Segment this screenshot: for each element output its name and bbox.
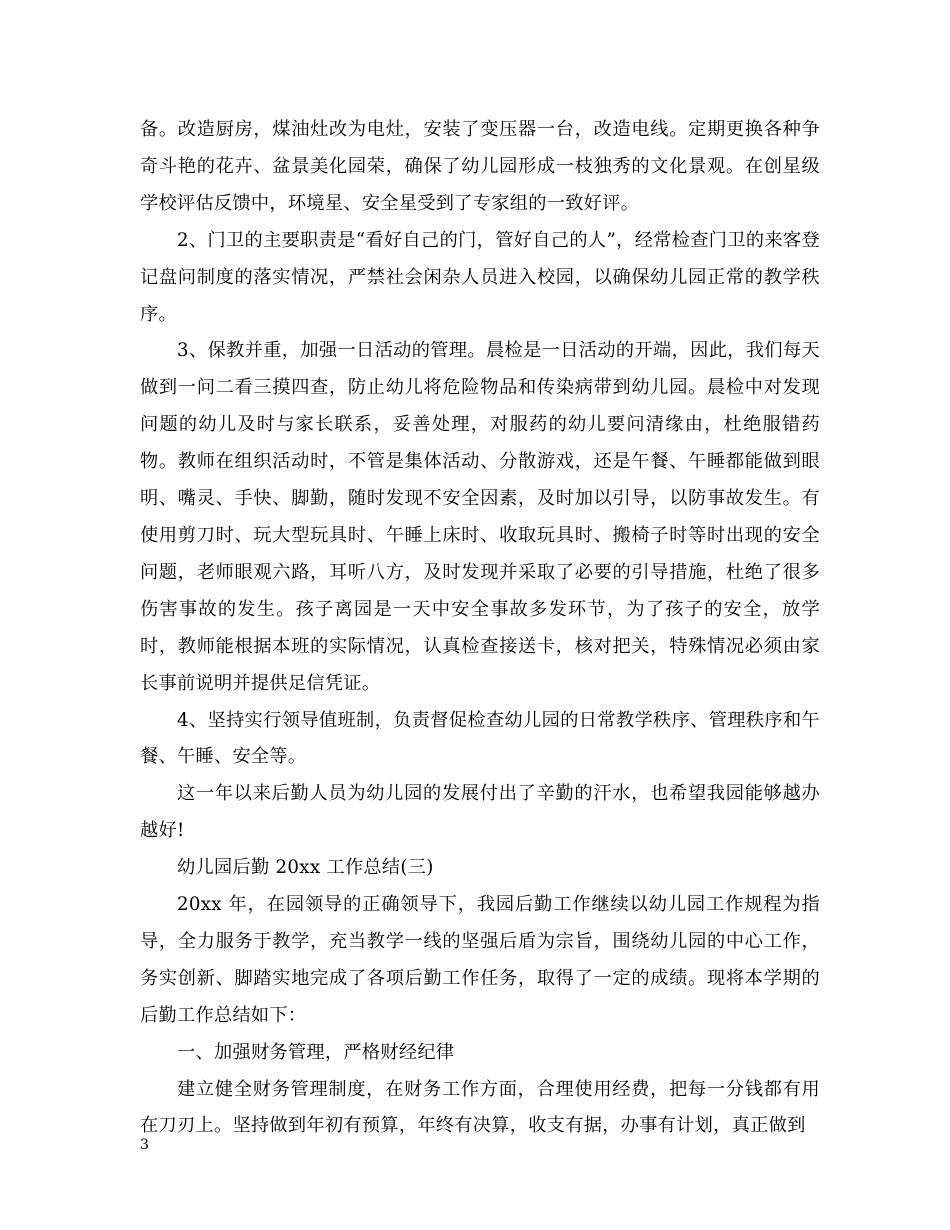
- section-title: 幼儿园后勤 20xx 工作总结(三): [177, 857, 434, 879]
- paragraph-gatekeeper-duties: 2、门卫的主要职责是“看好自己的门，管好自己的人”，经常检查门卫的来客登记盘问制度的落实情况，严禁社会闲杂人员进入校园，以确保幼儿园正常的教学秩序。: [140, 229, 820, 325]
- document-body: [140, 112, 820, 1145]
- page-number: 3: [140, 1137, 149, 1153]
- section-heading-finance: 一、加强财务管理，严格财经纪律: [177, 1041, 455, 1063]
- paragraph-daily-activity-management: 3、保教并重，加强一日活动的管理。晨检是一日活动的开端，因此，我们每天做到一问二看三摸四查，防止幼儿将危险物品和传染病带到幼儿园。晨检中对发现问题的幼儿及时与家长联系，妥善处理，对服药的幼儿要问清缘由，杜绝服错药物。教师在组织活动时，不管是集体活动、分散游戏，还是午餐、午睡都能做到眼明、嘴灵、手快、脚勤，随时发现不安全因素，及时加以引导，以防事故发生。有使用剪刀时、玩大型玩具时、午睡上床时、收取玩具时、搬椅子时等时出现的安全问题，老师眼观六路，耳听八方，及时发现并采取了必要的引导措施，杜绝了很多伤害事故的发生。孩子离园是一天中安全事故多发环节，为了孩子的安全，放学时，教师能根据本班的实际情况，认真检查接送卡，核对把关，特殊情况必须由家长事前说明并提供足信凭证。: [140, 340, 820, 694]
- paragraph-continuation: 备。改造厨房，煤油灶改为电灶，安装了变压器一台，改造电线。定期更换各种争奇斗艳的花卉、盆景美化园荣，确保了幼儿园形成一枝独秀的文化景观。在创星级学校评估反馈中，环境星、安全星受到了专家组的一致好评。: [140, 119, 820, 214]
- paragraph-year-summary: 这一年以来后勤人员为幼儿园的发展付出了辛勤的汗水，也希望我园能够越办越好!: [140, 783, 820, 842]
- paragraph-finance-management: 建立健全财务管理制度，在财务工作方面，合理使用经费，把每一分钱都有用在刀刃上。坚持做到年初有预算，年终有决算，收支有据，办事有计划，真正做到: [140, 1078, 820, 1137]
- paragraph-leader-duty-system: 4、坚持实行领导值班制，负责督促检查幼儿园的日常教学秩序、管理秩序和午餐、午睡、安全等。: [140, 709, 820, 768]
- paragraph-intro: 20xx 年，在园领导的正确领导下，我园后勤工作继续以幼儿园工作规程为指导，全力服务于教学，充当教学一线的坚强后盾为宗旨，围绕幼儿园的中心工作，务实创新、脚踏实地完成了各项后勤工作任务，取得了一定的成绩。现将本学期的后勤工作总结如下：: [140, 894, 820, 1026]
